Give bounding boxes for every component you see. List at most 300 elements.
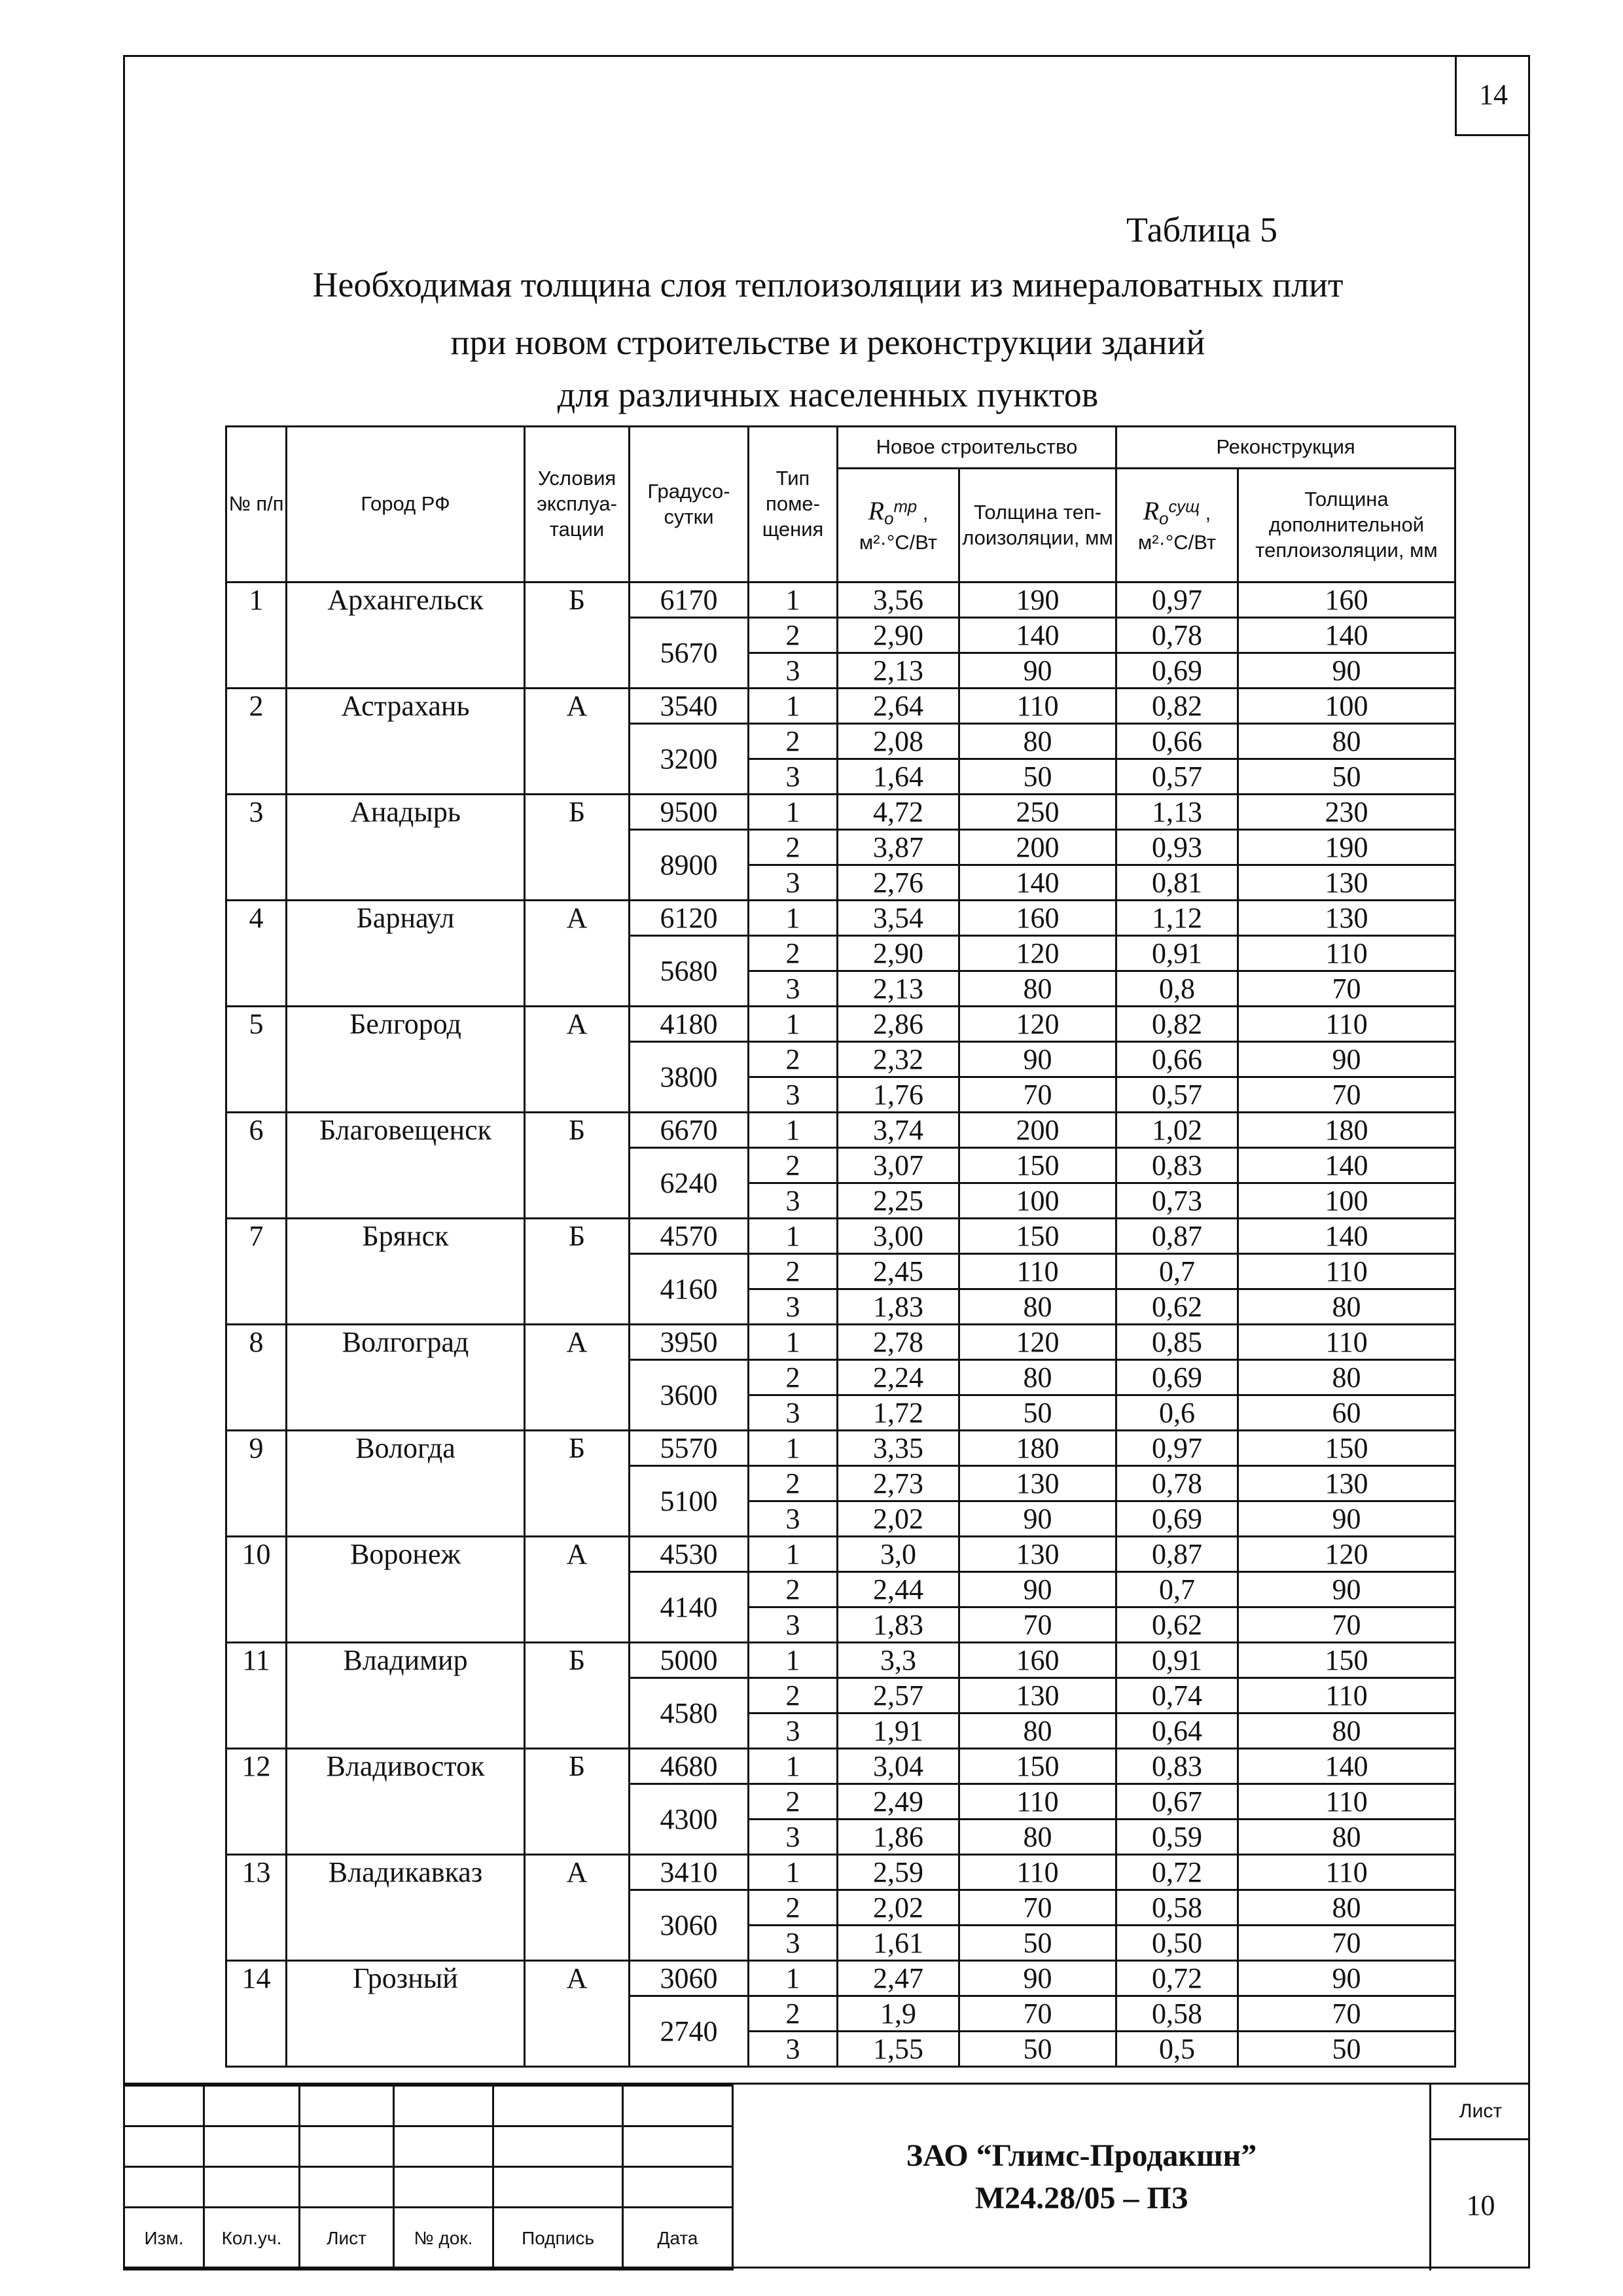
row-number: 6 [226, 1113, 287, 1219]
city-name: Владикавказ [287, 1855, 525, 1961]
room-type: 2 [749, 1360, 838, 1395]
room-type: 3 [749, 1183, 838, 1219]
stamp-label-date: Дата [623, 2208, 733, 2270]
thickness-new-value: 90 [959, 653, 1116, 689]
room-type: 3 [749, 1289, 838, 1325]
row-number: 5 [226, 1007, 287, 1113]
r-existing-value: 1,02 [1116, 1113, 1238, 1148]
thickness-additional-value: 180 [1238, 1113, 1455, 1148]
row-number: 9 [226, 1431, 287, 1537]
page-number: 14 [1455, 55, 1530, 136]
thickness-new-value: 160 [959, 901, 1116, 936]
degree-days: 8900 [630, 830, 749, 901]
header-thickness-new: Толщина теп-лоизоляции, мм [959, 469, 1116, 583]
r-required-value: 2,02 [838, 1890, 959, 1926]
r-existing-value: 0,8 [1116, 971, 1238, 1007]
thickness-new-value: 200 [959, 1113, 1116, 1148]
degree-days: 5680 [630, 936, 749, 1007]
room-type: 1 [749, 583, 838, 618]
operating-conditions: А [525, 1537, 630, 1643]
thickness-new-value: 250 [959, 795, 1116, 830]
r-existing-value: 0,78 [1116, 618, 1238, 653]
thickness-new-value: 90 [959, 1572, 1116, 1607]
r-existing-value: 0,91 [1116, 936, 1238, 971]
room-type: 3 [749, 1607, 838, 1643]
thickness-new-value: 110 [959, 1784, 1116, 1820]
r-required-value: 2,08 [838, 724, 959, 759]
header-r-existing: $R_o^{сущ}$ , м²·°С/Вт [1116, 469, 1238, 583]
r-required-value: 1,55 [838, 2032, 959, 2067]
thickness-additional-value: 140 [1238, 1219, 1455, 1254]
room-type: 1 [749, 1537, 838, 1572]
room-type: 1 [749, 689, 838, 724]
degree-days: 6240 [630, 1148, 749, 1219]
r-required-value: 1,83 [838, 1289, 959, 1325]
thickness-additional-value: 70 [1238, 971, 1455, 1007]
document-code: М24.28/05 – ПЗ [974, 2181, 1188, 2215]
thickness-new-value: 140 [959, 618, 1116, 653]
thickness-additional-value: 80 [1238, 1360, 1455, 1395]
city-name: Архангельск [287, 583, 525, 689]
thickness-additional-value: 190 [1238, 830, 1455, 865]
operating-conditions: А [525, 1325, 630, 1431]
r-existing-value: 0,58 [1116, 1890, 1238, 1926]
thickness-additional-value: 110 [1238, 1784, 1455, 1820]
thickness-new-value: 70 [959, 1077, 1116, 1113]
degree-days: 9500 [630, 795, 749, 830]
thickness-additional-value: 230 [1238, 795, 1455, 830]
room-type: 1 [749, 1219, 838, 1254]
r-existing-value: 0,62 [1116, 1289, 1238, 1325]
r-existing-value: 0,7 [1116, 1572, 1238, 1607]
room-type: 1 [749, 901, 838, 936]
degree-days: 3200 [630, 724, 749, 795]
degree-days: 2740 [630, 1996, 749, 2067]
thickness-additional-value: 60 [1238, 1395, 1455, 1431]
room-type: 1 [749, 1855, 838, 1890]
thickness-additional-value: 70 [1238, 1926, 1455, 1961]
thickness-new-value: 80 [959, 971, 1116, 1007]
r-required-value: 1,91 [838, 1713, 959, 1749]
thickness-additional-value: 90 [1238, 653, 1455, 689]
thickness-additional-value: 110 [1238, 1325, 1455, 1360]
r-required-value: 2,59 [838, 1855, 959, 1890]
table-row [226, 1961, 1455, 1996]
degree-days: 4300 [630, 1784, 749, 1855]
thickness-additional-value: 140 [1238, 618, 1455, 653]
thickness-new-value: 50 [959, 759, 1116, 795]
r-required-value: 4,72 [838, 795, 959, 830]
room-type: 2 [749, 1042, 838, 1077]
thickness-new-value: 150 [959, 1749, 1116, 1784]
r-existing-value: 0,58 [1116, 1996, 1238, 2032]
company-name: ЗАО “Глимс-Продакшн” [906, 2138, 1257, 2174]
r-existing-value: 0,97 [1116, 1431, 1238, 1466]
table-number: Таблица 5 [1126, 210, 1277, 249]
thickness-additional-value: 80 [1238, 724, 1455, 759]
thickness-new-value: 110 [959, 1254, 1116, 1289]
r-existing-value: 0,97 [1116, 583, 1238, 618]
r-required-value: 3,3 [838, 1643, 959, 1678]
degree-days: 5000 [630, 1643, 749, 1678]
room-type: 3 [749, 1926, 838, 1961]
room-type: 3 [749, 1820, 838, 1855]
r-required-value: 1,61 [838, 1926, 959, 1961]
r-required-value: 3,00 [838, 1219, 959, 1254]
thickness-new-value: 80 [959, 1713, 1116, 1749]
row-number: 13 [226, 1855, 287, 1961]
stamp-label-signature: Подпись [493, 2208, 623, 2270]
degree-days: 4160 [630, 1254, 749, 1325]
r-existing-value: 1,12 [1116, 901, 1238, 936]
thickness-new-value: 80 [959, 1360, 1116, 1395]
thickness-new-value: 110 [959, 1855, 1116, 1890]
r-existing-value: 0,78 [1116, 1466, 1238, 1501]
thickness-new-value: 130 [959, 1466, 1116, 1501]
thickness-additional-value: 100 [1238, 1183, 1455, 1219]
r-existing-value: 0,57 [1116, 759, 1238, 795]
room-type: 3 [749, 1395, 838, 1431]
thickness-additional-value: 50 [1238, 2032, 1455, 2067]
thickness-new-value: 150 [959, 1148, 1116, 1183]
thickness-new-value: 120 [959, 936, 1116, 971]
room-type: 2 [749, 1890, 838, 1926]
row-number: 10 [226, 1537, 287, 1643]
thickness-additional-value: 80 [1238, 1890, 1455, 1926]
thickness-additional-value: 130 [1238, 865, 1455, 901]
city-name: Волгоград [287, 1325, 525, 1431]
thickness-additional-value: 150 [1238, 1643, 1455, 1678]
thickness-additional-value: 110 [1238, 1007, 1455, 1042]
operating-conditions: А [525, 1961, 630, 2067]
city-name: Благовещенск [287, 1113, 525, 1219]
room-type: 2 [749, 1148, 838, 1183]
table-row [226, 901, 1455, 936]
room-type: 2 [749, 618, 838, 653]
header-r-required: $R_o^{тр}$ , м²·°С/Вт [838, 469, 959, 583]
degree-days: 3410 [630, 1855, 749, 1890]
r-required-value: 2,32 [838, 1042, 959, 1077]
room-type: 1 [749, 1749, 838, 1784]
thickness-additional-value: 130 [1238, 1466, 1455, 1501]
operating-conditions: А [525, 901, 630, 1007]
room-type: 1 [749, 795, 838, 830]
thickness-new-value: 70 [959, 1890, 1116, 1926]
r-existing-value: 0,87 [1116, 1537, 1238, 1572]
r-required-value: 1,83 [838, 1607, 959, 1643]
degree-days: 6120 [630, 901, 749, 936]
thickness-additional-value: 110 [1238, 1678, 1455, 1713]
r-required-value: 3,87 [838, 830, 959, 865]
r-required-value: 2,86 [838, 1007, 959, 1042]
sheet-block [1429, 2085, 1530, 2270]
thickness-additional-value: 80 [1238, 1289, 1455, 1325]
room-type: 3 [749, 2032, 838, 2067]
header-degree-days: Градусо-сутки [630, 427, 749, 583]
row-number: 3 [226, 795, 287, 901]
r-existing-value: 0,59 [1116, 1820, 1238, 1855]
room-type: 2 [749, 1254, 838, 1289]
r-existing-value: 0,83 [1116, 1148, 1238, 1183]
operating-conditions: А [525, 1007, 630, 1113]
stamp-label-count: Кол.уч. [204, 2208, 300, 2270]
room-type: 1 [749, 1431, 838, 1466]
r-required-value: 1,86 [838, 1820, 959, 1855]
r-existing-value: 0,7 [1116, 1254, 1238, 1289]
room-type: 2 [749, 830, 838, 865]
r-existing-value: 0,91 [1116, 1643, 1238, 1678]
r-existing-value: 0,69 [1116, 1501, 1238, 1537]
thickness-new-value: 80 [959, 1820, 1116, 1855]
degree-days: 4140 [630, 1572, 749, 1643]
row-number: 14 [226, 1961, 287, 2067]
thickness-additional-value: 70 [1238, 1077, 1455, 1113]
row-number: 8 [226, 1325, 287, 1431]
operating-conditions: А [525, 1855, 630, 1961]
table-row [226, 583, 1455, 618]
header-reconstruction: Реконструкция [1116, 427, 1455, 469]
thickness-new-value: 120 [959, 1325, 1116, 1360]
table-title-line-1: Необходимая толщина слоя теплоизоляции из минераловатных плит [312, 265, 1344, 304]
r-existing-value: 1,13 [1116, 795, 1238, 830]
table-row [226, 1855, 1455, 1890]
room-type: 1 [749, 1007, 838, 1042]
stamp-grid [123, 2085, 734, 2270]
thickness-new-value: 90 [959, 1961, 1116, 1996]
thickness-new-value: 90 [959, 1501, 1116, 1537]
r-required-value: 2,13 [838, 653, 959, 689]
operating-conditions: А [525, 689, 630, 795]
r-existing-value: 0,87 [1116, 1219, 1238, 1254]
r-existing-value: 0,66 [1116, 724, 1238, 759]
degree-days: 4570 [630, 1219, 749, 1254]
sheet-label: Лист [1431, 2085, 1530, 2140]
city-name: Астрахань [287, 689, 525, 795]
thickness-additional-value: 100 [1238, 689, 1455, 724]
table-row [226, 689, 1455, 724]
r-required-value: 3,74 [838, 1113, 959, 1148]
table-row [226, 1113, 1455, 1148]
r-required-value: 2,24 [838, 1360, 959, 1395]
r-required-value: 2,57 [838, 1678, 959, 1713]
thickness-new-value: 50 [959, 2032, 1116, 2067]
thickness-additional-value: 130 [1238, 901, 1455, 936]
thickness-new-value: 190 [959, 583, 1116, 618]
thickness-new-value: 150 [959, 1219, 1116, 1254]
r-existing-value: 0,72 [1116, 1961, 1238, 1996]
r-required-value: 1,64 [838, 759, 959, 795]
r-existing-value: 0,6 [1116, 1395, 1238, 1431]
r-required-value: 3,04 [838, 1749, 959, 1784]
r-required-value: 1,76 [838, 1077, 959, 1113]
row-number: 4 [226, 901, 287, 1007]
degree-days: 4580 [630, 1678, 749, 1749]
header-new-construction: Новое строительство [838, 427, 1116, 469]
degree-days: 6670 [630, 1113, 749, 1148]
stamp-label-doc: № док. [394, 2208, 493, 2270]
degree-days: 4680 [630, 1749, 749, 1784]
thickness-new-value: 100 [959, 1183, 1116, 1219]
row-number: 12 [226, 1749, 287, 1855]
r-existing-value: 0,73 [1116, 1183, 1238, 1219]
r-required-value: 2,49 [838, 1784, 959, 1820]
r-required-value: 2,64 [838, 689, 959, 724]
table-row [226, 1219, 1455, 1254]
thickness-new-value: 110 [959, 689, 1116, 724]
room-type: 3 [749, 865, 838, 901]
row-number: 7 [226, 1219, 287, 1325]
operating-conditions: Б [525, 1219, 630, 1325]
row-number: 1 [226, 583, 287, 689]
room-type: 1 [749, 1113, 838, 1148]
thickness-additional-value: 110 [1238, 1254, 1455, 1289]
r-existing-value: 0,67 [1116, 1784, 1238, 1820]
operating-conditions: Б [525, 1113, 630, 1219]
city-name: Грозный [287, 1961, 525, 2067]
thickness-additional-value: 90 [1238, 1042, 1455, 1077]
r-required-value: 2,90 [838, 618, 959, 653]
city-name: Барнаул [287, 901, 525, 1007]
degree-days: 5670 [630, 618, 749, 689]
thickness-new-value: 90 [959, 1042, 1116, 1077]
thickness-additional-value: 90 [1238, 1572, 1455, 1607]
r-required-value: 2,73 [838, 1466, 959, 1501]
operating-conditions: Б [525, 795, 630, 901]
operating-conditions: Б [525, 1643, 630, 1749]
thickness-additional-value: 120 [1238, 1537, 1455, 1572]
r-required-value: 2,44 [838, 1572, 959, 1607]
degree-days: 3060 [630, 1890, 749, 1961]
r-existing-value: 0,72 [1116, 1855, 1238, 1890]
r-required-value: 2,76 [838, 865, 959, 901]
table-title-line-2: при новом строительстве и реконструкции зданий [450, 323, 1205, 362]
thickness-additional-value: 80 [1238, 1713, 1455, 1749]
room-type: 3 [749, 1077, 838, 1113]
operating-conditions: Б [525, 1749, 630, 1855]
sheet-number: 10 [1466, 2189, 1495, 2221]
r-existing-value: 0,81 [1116, 865, 1238, 901]
room-type: 3 [749, 759, 838, 795]
room-type: 2 [749, 936, 838, 971]
table-row [226, 1537, 1455, 1572]
thickness-additional-value: 160 [1238, 583, 1455, 618]
r-existing-value: 0,93 [1116, 830, 1238, 865]
r-existing-value: 0,82 [1116, 689, 1238, 724]
header-room-type: Тип поме-щения [749, 427, 838, 583]
table-row [226, 1643, 1455, 1678]
room-type: 2 [749, 1784, 838, 1820]
r-required-value: 1,72 [838, 1395, 959, 1431]
degree-days: 3800 [630, 1042, 749, 1113]
r-existing-value: 0,82 [1116, 1007, 1238, 1042]
thickness-additional-value: 140 [1238, 1749, 1455, 1784]
r-required-value: 2,47 [838, 1961, 959, 1996]
r-required-value: 2,90 [838, 936, 959, 971]
row-number: 2 [226, 689, 287, 795]
degree-days: 5570 [630, 1431, 749, 1466]
city-name: Вологда [287, 1431, 525, 1537]
city-name: Владивосток [287, 1749, 525, 1855]
header-num: № п/п [226, 427, 287, 583]
r-unit-existing: м²·°С/Вт [1137, 530, 1217, 554]
r-required-value: 3,56 [838, 583, 959, 618]
table-title-line-3: для различных населенных пунктов [557, 375, 1099, 414]
insulation-table [225, 425, 1456, 2068]
r-required-value: 2,78 [838, 1325, 959, 1360]
thickness-new-value: 200 [959, 830, 1116, 865]
thickness-new-value: 160 [959, 1643, 1116, 1678]
r-unit-new: м²·°С/Вт [859, 530, 938, 554]
r-existing-value: 0,5 [1116, 2032, 1238, 2067]
operating-conditions: Б [525, 1431, 630, 1537]
thickness-new-value: 80 [959, 1289, 1116, 1325]
thickness-additional-value: 90 [1238, 1961, 1455, 1996]
r-existing-value: 0,62 [1116, 1607, 1238, 1643]
city-name: Анадырь [287, 795, 525, 901]
room-type: 1 [749, 1643, 838, 1678]
r-existing-value: 0,69 [1116, 653, 1238, 689]
r-required-value: 3,35 [838, 1431, 959, 1466]
title-block [123, 2083, 1530, 2270]
thickness-additional-value: 80 [1238, 1820, 1455, 1855]
room-type: 2 [749, 724, 838, 759]
room-type: 1 [749, 1325, 838, 1360]
company-block [732, 2085, 1429, 2270]
r-existing-value: 0,74 [1116, 1678, 1238, 1713]
thickness-new-value: 50 [959, 1926, 1116, 1961]
room-type: 2 [749, 1678, 838, 1713]
room-type: 2 [749, 1466, 838, 1501]
degree-days: 6170 [630, 583, 749, 618]
city-name: Воронеж [287, 1537, 525, 1643]
r-required-value: 2,02 [838, 1501, 959, 1537]
thickness-new-value: 80 [959, 724, 1116, 759]
header-thickness-additional: Толщина дополнительной теплоизоляции, мм [1238, 469, 1455, 583]
thickness-additional-value: 50 [1238, 759, 1455, 795]
thickness-new-value: 130 [959, 1537, 1116, 1572]
r-existing-value: 0,83 [1116, 1749, 1238, 1784]
thickness-new-value: 50 [959, 1395, 1116, 1431]
room-type: 2 [749, 1996, 838, 2032]
room-type: 3 [749, 1501, 838, 1537]
room-type: 1 [749, 1961, 838, 1996]
thickness-new-value: 70 [959, 1607, 1116, 1643]
thickness-additional-value: 70 [1238, 1607, 1455, 1643]
r-required-value: 3,0 [838, 1537, 959, 1572]
thickness-additional-value: 150 [1238, 1431, 1455, 1466]
degree-days: 3600 [630, 1360, 749, 1431]
room-type: 3 [749, 653, 838, 689]
thickness-new-value: 130 [959, 1678, 1116, 1713]
r-existing-value: 0,57 [1116, 1077, 1238, 1113]
header-city: Город РФ [287, 427, 525, 583]
table-row [226, 1431, 1455, 1466]
r-existing-value: 0,66 [1116, 1042, 1238, 1077]
r-required-value: 3,54 [838, 901, 959, 936]
thickness-new-value: 70 [959, 1996, 1116, 2032]
r-existing-value: 0,85 [1116, 1325, 1238, 1360]
thickness-new-value: 120 [959, 1007, 1116, 1042]
degree-days: 3540 [630, 689, 749, 724]
r-required-value: 2,13 [838, 971, 959, 1007]
thickness-additional-value: 110 [1238, 1855, 1455, 1890]
r-existing-value: 0,64 [1116, 1713, 1238, 1749]
r-required-value: 2,45 [838, 1254, 959, 1289]
r-required-value: 2,25 [838, 1183, 959, 1219]
thickness-additional-value: 70 [1238, 1996, 1455, 2032]
table-row [226, 1007, 1455, 1042]
thickness-new-value: 140 [959, 865, 1116, 901]
